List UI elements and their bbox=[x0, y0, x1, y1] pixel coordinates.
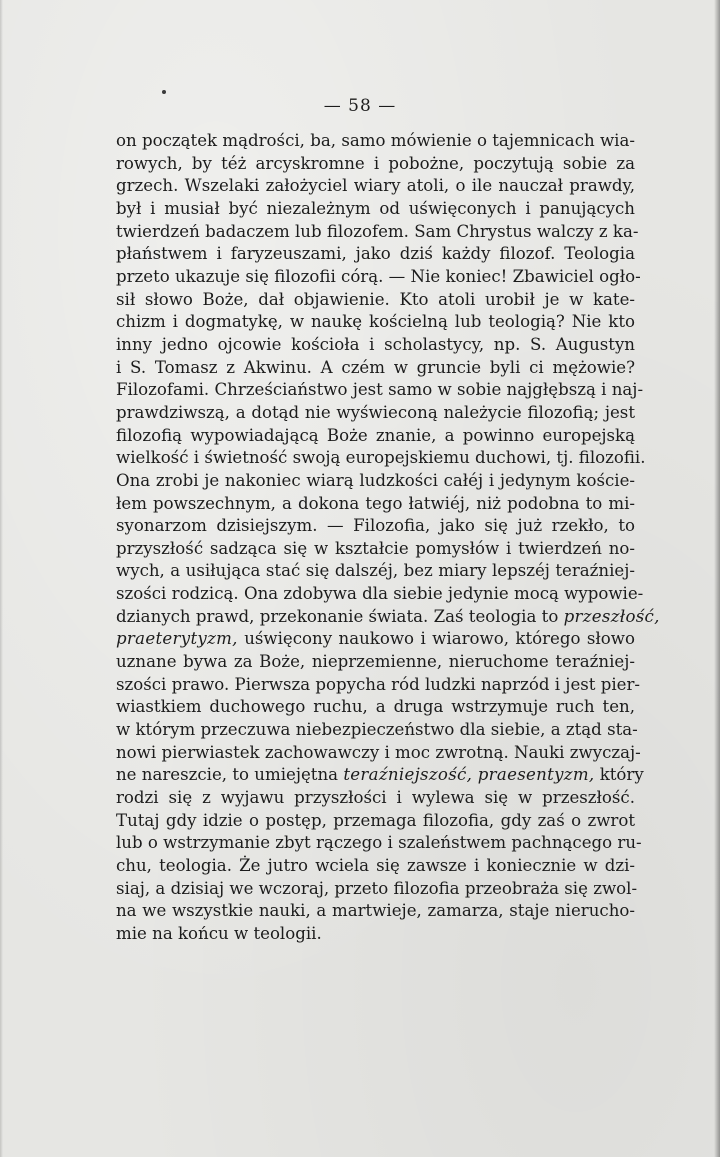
text-line bbox=[116, 311, 635, 334]
text-line bbox=[116, 357, 635, 380]
text-segment: szości prawo. Pierwsza popycha ród ludzki naprzód i jest pier- bbox=[116, 674, 641, 694]
text-segment: dzianych prawd, przekonanie świata. Zaś teologia to bbox=[116, 606, 564, 626]
page-right-edge bbox=[714, 0, 720, 1157]
text-line bbox=[116, 425, 635, 448]
text-line bbox=[116, 243, 635, 266]
text-segment: szości rodzicą. Ona zdobywa dla siebie jedynie mocą wypowie- bbox=[116, 584, 644, 604]
text-line bbox=[116, 742, 641, 765]
text-segment: filozofią wypowiadającą Boże znanie, a powinno europejską bbox=[116, 425, 635, 445]
text-line bbox=[116, 289, 635, 312]
text-line bbox=[116, 651, 635, 674]
text-segment: przyszłość sadząca się w kształcie pomysłów i twierdzeń no- bbox=[116, 538, 635, 558]
text-segment: w którym przeczuwa niebezpieczeństwo dla siebie, a ztąd sta- bbox=[116, 720, 638, 740]
text-segment: Filozofami. Chrześciaństwo jest samo w sobie najgłębszą i naj- bbox=[116, 380, 644, 400]
text-segment: był i musiał być niezależnym od uświęconych i panujących bbox=[116, 198, 635, 218]
italic-segment: praeterytyzm, bbox=[116, 629, 238, 649]
text-segment: rowych, by téż arcyskromne i pobożne, poczytują sobie za bbox=[116, 153, 635, 173]
text-line bbox=[116, 810, 635, 833]
page-number: — 58 — bbox=[323, 96, 397, 116]
text-line bbox=[116, 402, 635, 425]
text-line bbox=[116, 175, 635, 198]
text-segment: rodzi się z wyjawu przyszłości i wylewa się w przeszłość. bbox=[116, 788, 635, 808]
text-segment: i S. Tomasz z Akwinu. A czém w gruncie byli ci mężowie? bbox=[116, 357, 635, 377]
text-segment: on początek mądrości, ba, samo mówienie o tajemnicach wia- bbox=[116, 131, 635, 150]
text-line bbox=[116, 153, 635, 176]
text-line bbox=[116, 515, 635, 538]
text-line bbox=[116, 606, 660, 629]
text-segment: wielkość i świetność swoją europejskiemu duchowi, tj. filozofii. bbox=[116, 448, 646, 468]
text-segment: chu, teologia. Że jutro wciela się zawsze i koniecznie w dzi- bbox=[116, 856, 635, 875]
text-line bbox=[116, 878, 638, 901]
text-segment: przeto ukazuje się filozofii córą. — Nie koniec! Zbawiciel ogło- bbox=[116, 266, 641, 286]
text-segment: nowi pierwiastek zachowawczy i moc zwrotną. Nauki zwyczaj- bbox=[116, 742, 641, 762]
text-segment: uznane bywa za Boże, nieprzemienne, nieruchome teraźniej- bbox=[116, 652, 635, 672]
text-line bbox=[116, 674, 641, 697]
italic-segment: teraźniejszość, praesentyzm, bbox=[343, 765, 595, 785]
text-segment: na we wszystkie nauki, a martwieje, zamarza, staje nierucho- bbox=[116, 901, 635, 921]
ink-speck bbox=[162, 90, 166, 94]
text-line bbox=[116, 560, 635, 583]
text-segment: Tutaj gdy idzie o postęp, przemaga filozofia, gdy zaś o zwrot bbox=[116, 810, 635, 830]
text-line bbox=[116, 787, 635, 810]
text-segment: uświęcony naukowo i wiarowo, którego słowo bbox=[237, 629, 635, 649]
text-segment: który bbox=[594, 765, 644, 785]
text-segment: lub o wstrzymanie zbyt rączego i szaleństwem pachnącego ru- bbox=[116, 833, 642, 853]
text-line bbox=[116, 832, 642, 855]
text-line bbox=[116, 221, 639, 244]
text-segment: ne nareszcie, to umiejętna bbox=[116, 765, 344, 785]
text-segment: łem powszechnym, a dokona tego łatwiéj, niż podobna to mi- bbox=[116, 493, 635, 513]
text-line bbox=[116, 923, 635, 946]
text-segment: chizm i dogmatykę, w naukę kościelną lub teologią? Nie kto bbox=[116, 312, 635, 332]
text-segment: sił słowo Boże, dał objawienie. Kto atoli urobił je w kate- bbox=[116, 289, 635, 309]
text-line bbox=[116, 198, 635, 221]
text-line bbox=[116, 696, 635, 719]
text-line bbox=[116, 538, 635, 561]
text-line bbox=[116, 470, 635, 493]
text-line bbox=[116, 900, 635, 923]
text-segment: twierdzeń badaczem lub filozofem. Sam Chrystus walczy z ka- bbox=[116, 221, 639, 241]
text-segment: wych, a usiłująca stać się dalszéj, bez miary lepszéj teraźniej- bbox=[116, 561, 635, 581]
text-line bbox=[116, 266, 641, 289]
text-segment: płaństwem i faryzeuszami, jako dziś każdy filozof. Teologia bbox=[116, 244, 635, 264]
text-segment: grzech. Wszelaki założyciel wiary atoli, o ile nauczał prawdy, bbox=[116, 176, 635, 196]
text-line bbox=[116, 719, 638, 742]
text-line bbox=[116, 583, 644, 606]
text-line bbox=[116, 493, 635, 516]
text-segment: wiastkiem duchowego ruchu, a druga wstrzymuje ruch ten, bbox=[116, 697, 635, 717]
text-segment: Ona zrobi je nakoniec wiarą ludzkości całéj i jedynym koście- bbox=[116, 470, 635, 490]
text-segment: prawdziwszą, a dotąd nie wyświeconą należycie filozofią; jest bbox=[116, 402, 635, 422]
text-line bbox=[116, 130, 635, 153]
text-line bbox=[116, 855, 635, 878]
text-segment: syonarzom dzisiejszym. — Filozofia, jako się już rzekło, to bbox=[116, 516, 635, 536]
text-segment: mie na końcu w teologii. bbox=[116, 923, 322, 943]
text-line bbox=[116, 447, 646, 470]
text-line bbox=[116, 379, 644, 402]
page-left-edge bbox=[0, 0, 3, 1157]
italic-segment: przeszłość, bbox=[563, 606, 660, 626]
text-segment: inny jedno ojcowie kościoła i scholastycy, np. S. Augustyn bbox=[116, 334, 635, 354]
body-text bbox=[116, 130, 660, 946]
text-segment: siaj, a dzisiaj we wczoraj, przeto filozofia przeobraża się zwol- bbox=[116, 878, 638, 898]
text-line bbox=[116, 764, 644, 787]
text-line bbox=[116, 334, 635, 357]
text-line bbox=[116, 628, 635, 651]
